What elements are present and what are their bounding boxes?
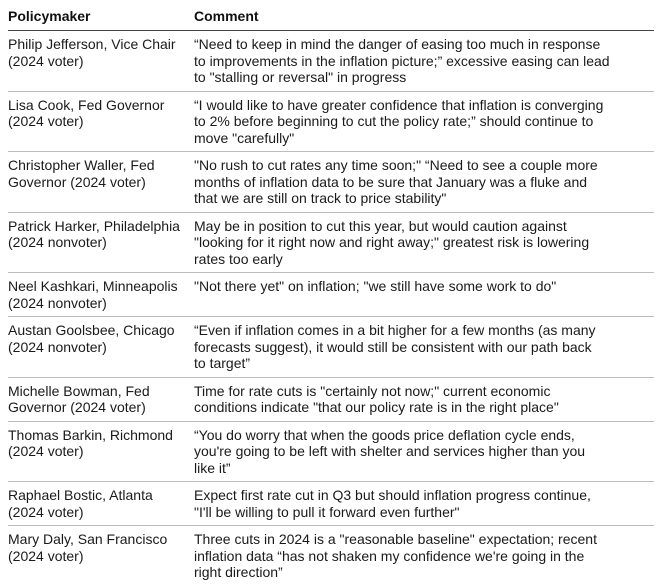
comment-cell: “I would like to have greater confidence that inflation is converging to 2% before beginning to cut the policy rate;” should continue to move "carefully" (194, 96, 604, 146)
policymaker-cell: Mary Daly, San Francisco (2024 voter) (8, 531, 168, 564)
table-row (8, 213, 654, 274)
policymaker-cell: Philip Jefferson, Vice Chair (2024 voter) (8, 36, 176, 69)
comment-cell: May be in position to cut this year, but would caution against "looking for it right now and right away;" greatest risk is lowering rates too early (194, 217, 590, 267)
table-row (8, 92, 654, 153)
table-header-row (8, 6, 654, 31)
table-row (8, 152, 654, 213)
comment-cell: "Not there yet" on inflation; "we still have some work to do" (194, 278, 557, 294)
table-row (8, 317, 654, 378)
table-row (8, 273, 654, 317)
policymaker-cell: Neel Kashkari, Minneapolis (2024 nonvoter) (8, 278, 178, 311)
table-row (8, 31, 654, 92)
policymaker-cell: Austan Goolsbee, Chicago (2024 nonvoter) (8, 322, 175, 355)
comment-cell: “Even if inflation comes in a bit higher for a few months (as many forecasts suggest), it would still be consistent with our path back to target” (194, 322, 596, 371)
comment-cell: Time for rate cuts is "certainly not now;" current economic conditions indicate "that our policy rate is in the right place" (194, 382, 559, 415)
comment-column-header: Comment (194, 8, 259, 24)
table-row (8, 526, 654, 586)
table-row (8, 482, 654, 526)
comment-cell: “You do worry that when the goods price deflation cycle ends, you're going to be left with shelter and services higher than you like it” (194, 426, 586, 476)
policymaker-cell: Patrick Harker, Philadelphia (2024 nonvoter) (8, 217, 180, 250)
table-row (8, 422, 654, 483)
policymaker-cell: Raphael Bostic, Atlanta (2024 voter) (8, 487, 153, 520)
policymaker-comments-table (8, 0, 654, 586)
table-row (8, 378, 654, 422)
comment-cell: Expect first rate cut in Q3 but should inflation progress continue, "I'll be willing to pull it forward even further" (194, 487, 591, 520)
comment-cell: Three cuts in 2024 is a "reasonable baseline" expectation; recent inflation data “has not shaken my confidence we're going in the right direction” (194, 531, 597, 580)
comment-cell: “Need to keep in mind the danger of easing too much in response to improvements in the inflation picture;” excessive easing can lead to "stalling or reversal" in progress (194, 36, 610, 85)
policymaker-column-header: Policymaker (8, 8, 91, 24)
comment-cell: "No rush to cut rates any time soon;" “Need to see a couple more months of inflation data to be sure that January was a fluke and that we are still on track to price stability" (194, 157, 598, 206)
policymaker-cell: Thomas Barkin, Richmond (2024 voter) (8, 426, 173, 459)
policymaker-cell: Christopher Waller, Fed Governor (2024 voter) (8, 157, 155, 190)
policymaker-cell: Lisa Cook, Fed Governor (2024 voter) (8, 96, 165, 129)
policymaker-cell: Michelle Bowman, Fed Governor (2024 voter) (8, 382, 150, 415)
